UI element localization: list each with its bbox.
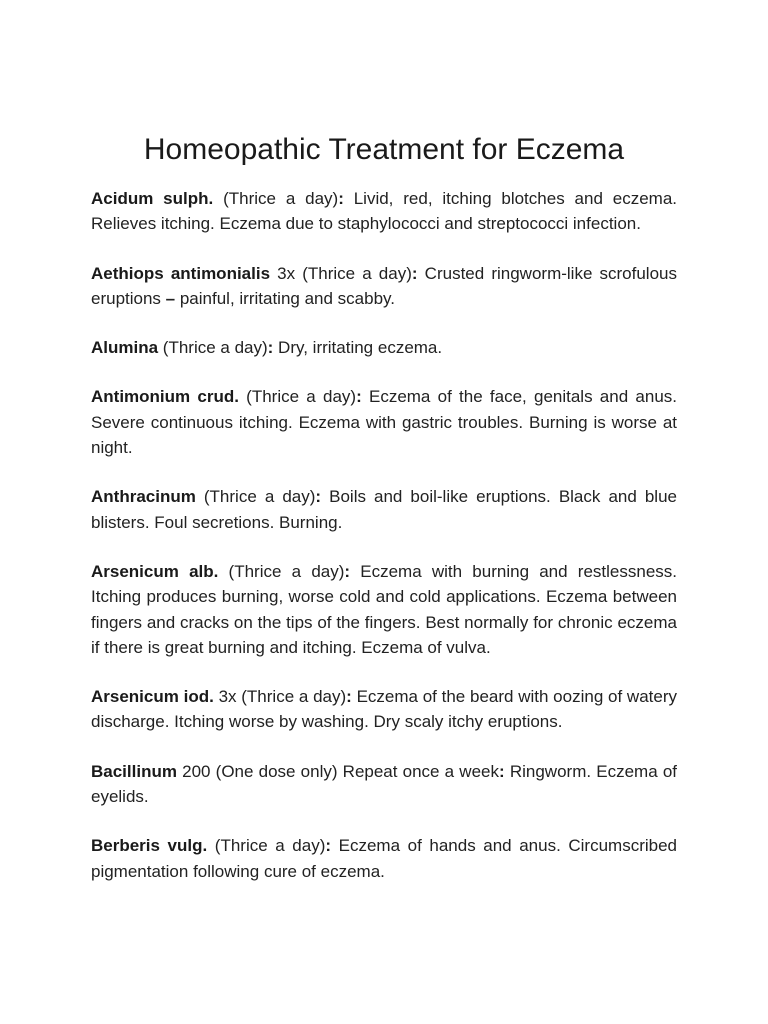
remedy-description: Ringworm. Eczema of eyelids. (91, 761, 677, 807)
remedy-description: Eczema of the face, genitals and anus. Severe continuous itching. Eczema with gastric troubles. Burning is worse at night. (91, 387, 677, 458)
remedy-entry-arsenicum-iod (91, 684, 677, 735)
remedy-entry-berberis-vulg (91, 833, 677, 884)
remedy-separator: : (356, 387, 362, 407)
remedy-separator: : (315, 487, 322, 507)
remedy-dosage: 3x (Thrice a day) (213, 687, 347, 707)
remedy-separator: : (338, 189, 344, 208)
remedy-separator: : (346, 687, 352, 707)
remedy-name: Aethiops antimonialis (91, 263, 271, 283)
remedy-description: Eczema of hands and anus. Circumscribed pigmentation following cure of eczema. (91, 836, 678, 881)
remedy-description: Eczema of the beard with oozing of watery discharge. Itching worse by washing. Dry scaly itchy eruptions. (91, 687, 678, 732)
remedy-dash: – (160, 288, 176, 308)
remedy-name: Anthracinum (91, 487, 196, 507)
remedy-entry-anthracinum (91, 484, 677, 535)
remedy-description: Boils and boil-like eruptions. Black and blue blisters. Foul secretions. Burning. (91, 487, 677, 532)
remedy-entry-antimonium-crud (91, 384, 677, 460)
remedy-description-continued: painful, irritating and scabby. (175, 288, 395, 308)
remedy-name: Acidum sulph. (91, 189, 214, 208)
remedy-entry-acidum-sulph (91, 186, 677, 237)
remedy-description: Eczema with burning and restlessness. Itching produces burning, worse cold and cold applications. Eczema between fingers and cracks on the tips of the fingers. Best normally for chronic eczema if there is great burning and itching. Eczema of vulva. (91, 561, 677, 657)
remedy-description: Dry, irritating eczema. (273, 338, 443, 358)
remedy-dosage: 200 (One dose only) Repeat once a week (176, 761, 499, 781)
remedy-entry-aethiops-antimonialis (91, 261, 677, 312)
remedy-dosage: (Thrice a day) (238, 387, 357, 407)
remedy-name: Antimonium crud. (91, 387, 239, 407)
remedy-name: Bacillinum (91, 761, 177, 781)
remedy-name: Arsenicum iod. (91, 687, 214, 707)
remedy-separator: : (267, 338, 274, 358)
remedy-name: Alumina (91, 338, 159, 358)
remedy-dosage: (Thrice a day) (213, 189, 339, 208)
remedy-separator: : (411, 263, 418, 283)
remedy-dosage: (Thrice a day) (218, 561, 345, 581)
remedy-description: Crusted ringworm-like scrofulous eruptions (91, 263, 677, 308)
remedy-entry-arsenicum-alb (91, 559, 677, 660)
remedy-separator: : (325, 836, 332, 856)
remedy-list (91, 186, 677, 884)
remedy-separator: : (344, 561, 351, 581)
remedy-entry-bacillinum (91, 759, 677, 810)
remedy-dosage: 3x (Thrice a day) (270, 263, 412, 283)
remedy-dosage: (Thrice a day) (207, 836, 326, 856)
remedy-separator: : (499, 761, 505, 781)
remedy-description: Livid, red, itching blotches and eczema. Relieves itching. Eczema due to staphylococci and streptococci infection. (91, 189, 677, 234)
remedy-dosage: (Thrice a day) (158, 338, 268, 358)
page-title: Homeopathic Treatment for Eczema (143, 133, 625, 166)
remedy-dosage: (Thrice a day) (195, 487, 316, 507)
remedy-entry-alumina (91, 335, 677, 360)
remedy-name: Arsenicum alb. (91, 561, 219, 581)
remedy-name: Berberis vulg. (91, 836, 208, 856)
